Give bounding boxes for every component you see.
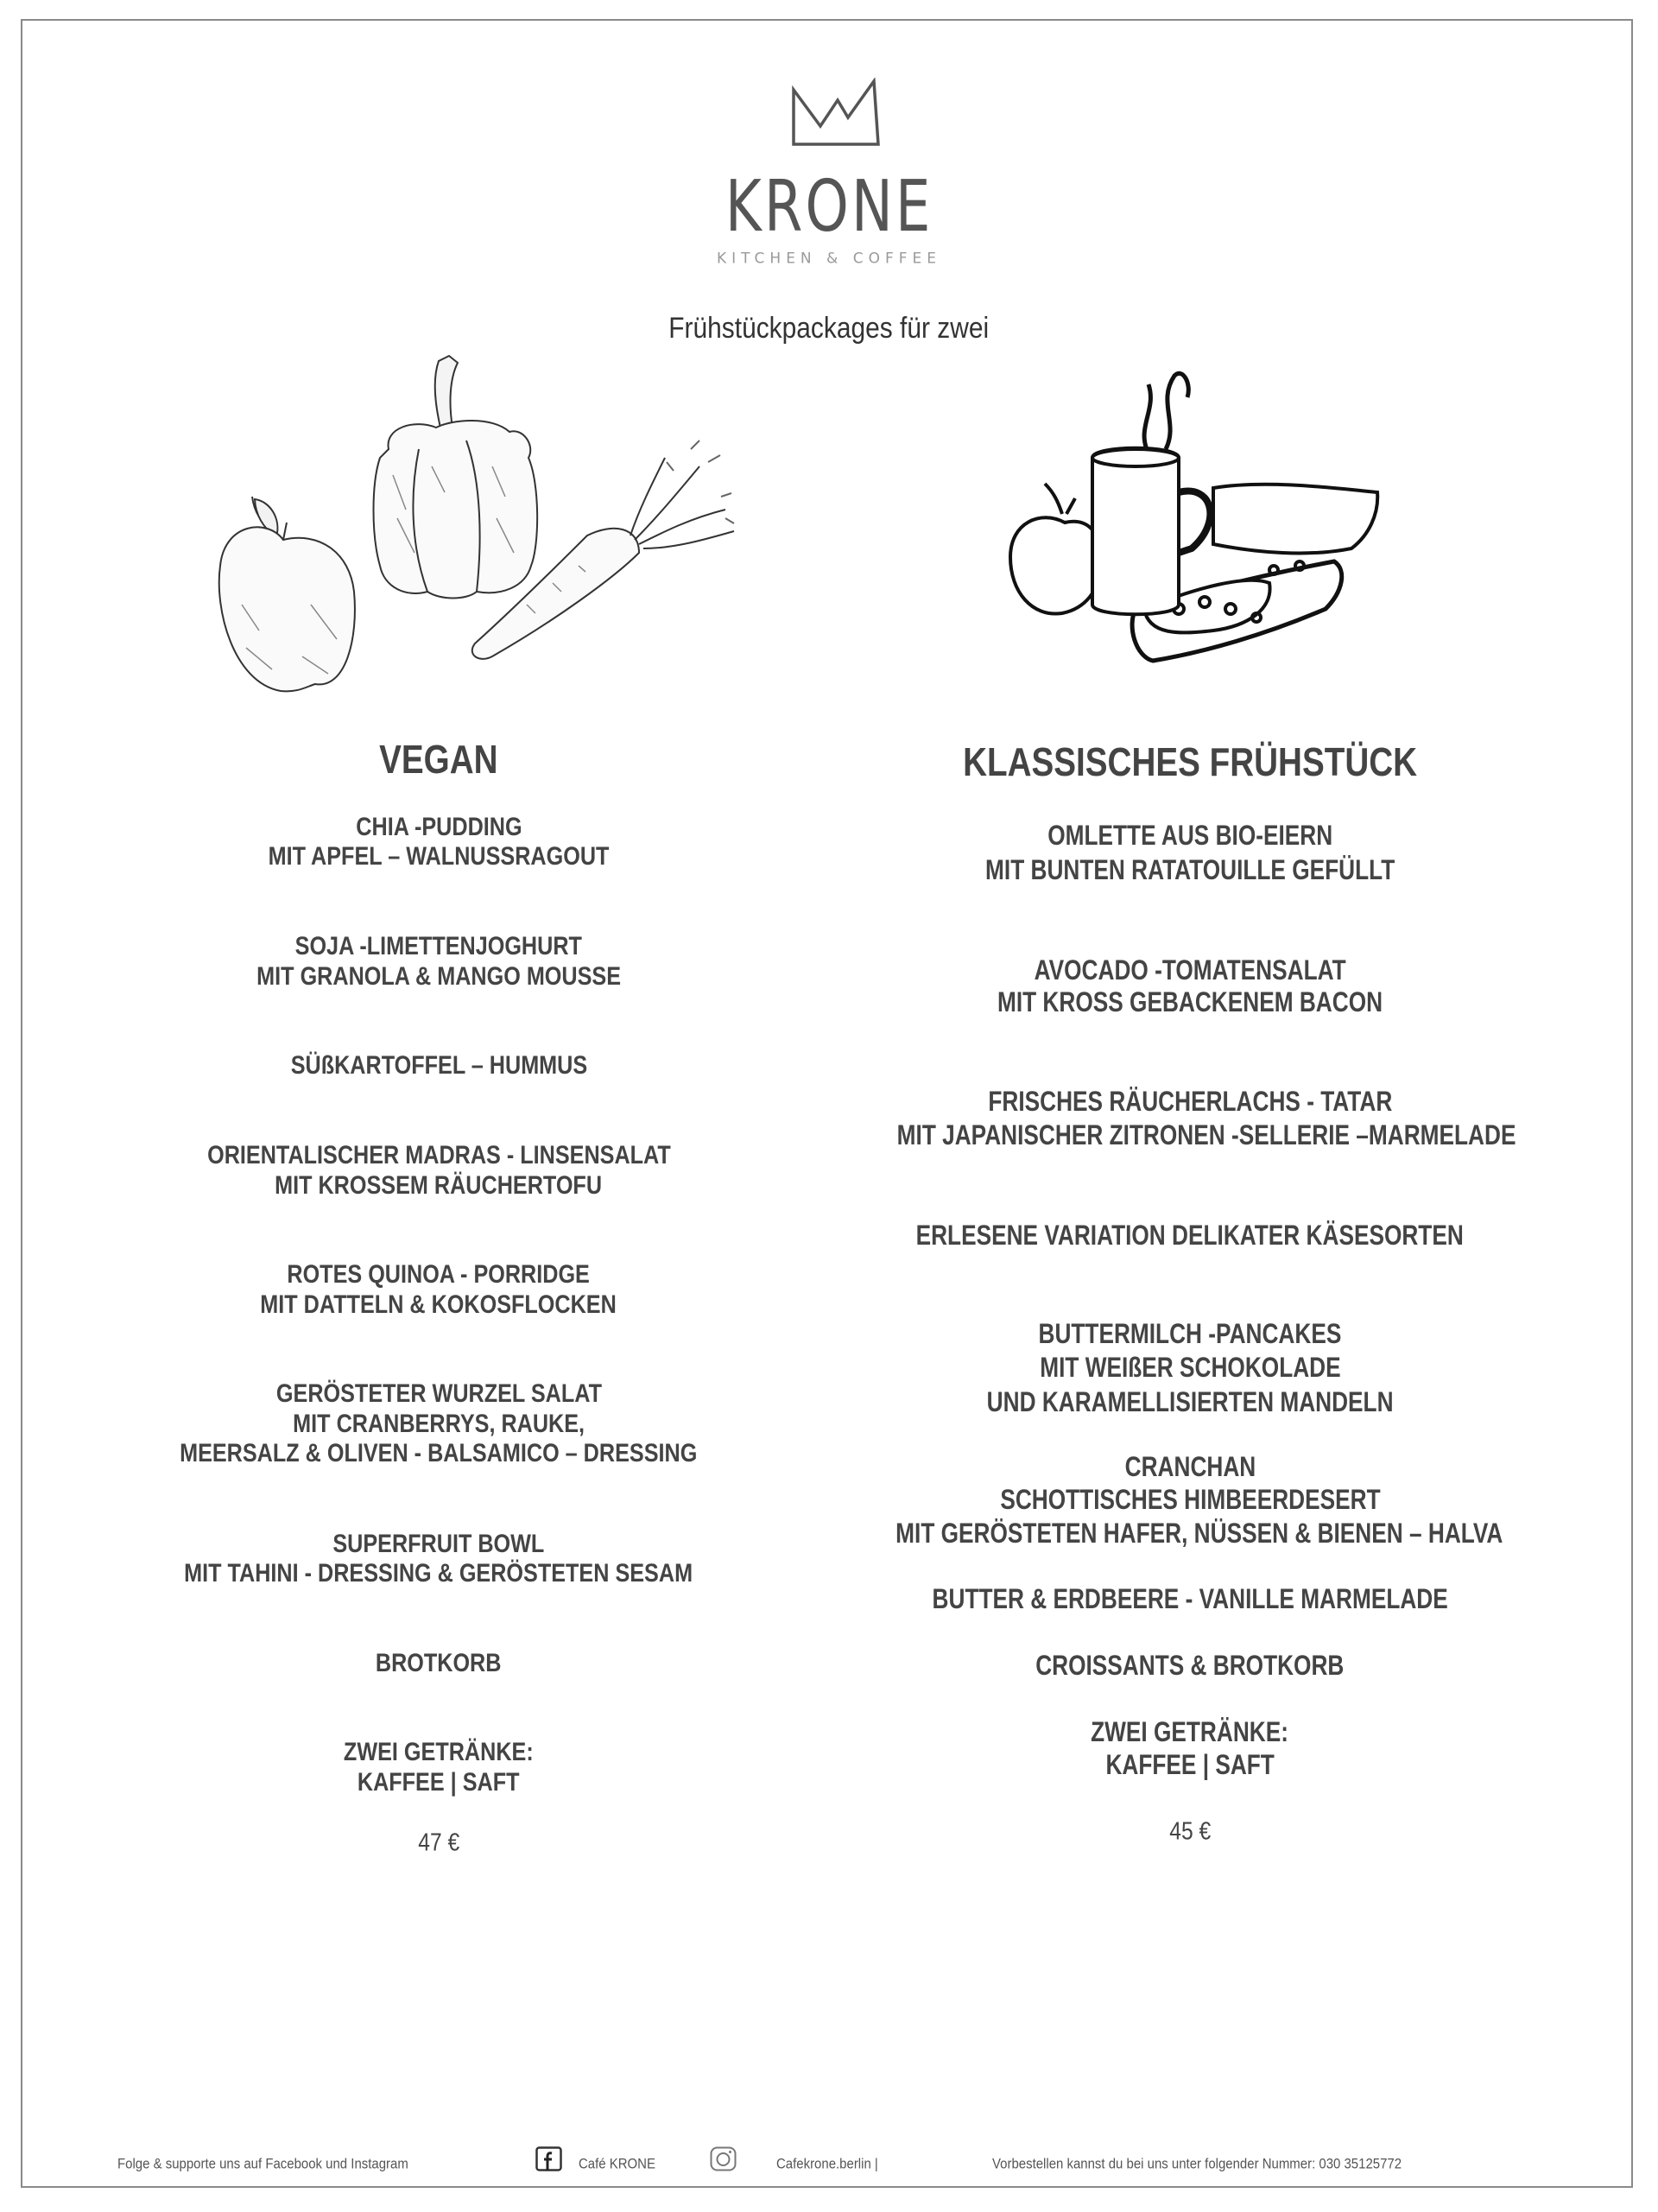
menu-item-line: ORIENTALISCHER MADRAS - LINSENSALAT bbox=[206, 1141, 671, 1169]
menu-item-line: BUTTERMILCH -PANCAKES bbox=[1038, 1318, 1342, 1349]
section-heading-vegan: VEGAN bbox=[379, 737, 498, 782]
instagram-handle[interactable]: Cafekrone.berlin | bbox=[776, 2155, 878, 2172]
menu-item-line: MIT KROSSEM RÄUCHERTOFU bbox=[275, 1171, 603, 1200]
menu-item-line: SÜßKARTOFFEL – HUMMUS bbox=[290, 1051, 587, 1080]
menu-item-line: MIT DATTELN & KOKOSFLOCKEN bbox=[260, 1290, 617, 1319]
coffee-mug-icon bbox=[1092, 448, 1210, 615]
menu-item-line: MIT CRANBERRYS, RAUKE, bbox=[293, 1410, 585, 1438]
menu-item-line: ZWEI GETRÄNKE: bbox=[1091, 1716, 1289, 1747]
steam-icon bbox=[1144, 373, 1188, 453]
menu-item-line: CROISSANTS & BROTKORB bbox=[1035, 1650, 1345, 1681]
menu-item-line: MIT KROSS GEBACKENEM BACON bbox=[997, 986, 1383, 1017]
bell-pepper-icon bbox=[374, 356, 538, 599]
brand-tagline: KITCHEN & COFFEE bbox=[716, 250, 941, 268]
menu-item-line: SOJA -LIMETTENJOGHURT bbox=[294, 932, 583, 960]
menu-item-line: FRISCHES RÄUCHERLACHS - TATAR bbox=[988, 1086, 1392, 1117]
menu-item-line: MIT WEIßER SCHOKOLADE bbox=[1039, 1352, 1341, 1383]
menu-item-line: MIT JAPANISCHER ZITRONEN -SELLERIE –MARMELADE bbox=[896, 1119, 1516, 1150]
instagram-icon[interactable] bbox=[710, 2146, 737, 2171]
menu-item-line: KAFFEE | SAFT bbox=[358, 1768, 520, 1797]
section-heading-classic: KLASSISCHES FRÜHSTÜCK bbox=[963, 739, 1417, 784]
menu-item-line: SCHOTTISCHES HIMBEERDESERT bbox=[999, 1484, 1381, 1515]
menu-item-line: OMLETTE AUS BIO-EIERN bbox=[1047, 820, 1332, 851]
price-classic: 45 € bbox=[1168, 1817, 1211, 1846]
menu-item-line: KAFFEE | SAFT bbox=[1105, 1749, 1275, 1780]
footer-preorder-text: Vorbestellen kannst du bei uns unter folgender Nummer: 030 35125772 bbox=[992, 2155, 1402, 2172]
price-vegan: 47 € bbox=[417, 1829, 459, 1857]
crown-icon bbox=[791, 78, 881, 147]
menu-item-line: ZWEI GETRÄNKE: bbox=[344, 1738, 534, 1766]
facebook-page-name[interactable]: Café KRONE bbox=[579, 2155, 655, 2172]
menu-item-line: MIT BUNTEN RATATOUILLE GEFÜLLT bbox=[984, 854, 1395, 885]
menu-item-line: GERÖSTETER WURZEL SALAT bbox=[275, 1379, 602, 1408]
vegetables-illustration bbox=[207, 345, 760, 717]
menu-item-line: AVOCADO -TOMATENSALAT bbox=[1034, 954, 1346, 986]
footer-follow-text: Folge & supporte uns auf Facebook und Instagram bbox=[117, 2155, 408, 2172]
menu-item-line: CHIA -PUDDING bbox=[355, 813, 522, 841]
menu-item-line: MIT GRANOLA & MANGO MOUSSE bbox=[256, 962, 621, 991]
menu-item-line: ERLESENE VARIATION DELIKATER KÄSESORTEN bbox=[915, 1220, 1465, 1251]
menu-item-line: SUPERFRUIT BOWL bbox=[332, 1530, 545, 1558]
apple-icon bbox=[1010, 484, 1101, 614]
menu-item-line: MEERSALZ & OLIVEN - BALSAMICO – DRESSING bbox=[180, 1439, 698, 1467]
menu-item-line: BROTKORB bbox=[376, 1649, 502, 1677]
apple-icon bbox=[219, 497, 355, 691]
menu-item-line: MIT APFEL – WALNUSSRAGOUT bbox=[268, 842, 610, 871]
menu-item-line: MIT TAHINI - DRESSING & GERÖSTETEN SESAM bbox=[184, 1559, 693, 1588]
brand-name: KRONE bbox=[725, 166, 933, 248]
facebook-icon[interactable] bbox=[535, 2146, 562, 2171]
menu-item-line: BUTTER & ERDBEERE - VANILLE MARMELADE bbox=[932, 1583, 1448, 1614]
page-title: Frühstückpackages für zwei bbox=[668, 312, 990, 345]
menu-item-line: UND KARAMELLISIERTEN MANDELN bbox=[986, 1386, 1394, 1417]
menu-item-line: CRANCHAN bbox=[1124, 1451, 1256, 1482]
breakfast-illustration bbox=[1006, 350, 1386, 674]
menu-item-line: MIT GERÖSTETEN HAFER, NÜSSEN & BIENEN – HALVA bbox=[895, 1518, 1503, 1549]
menu-item-line: ROTES QUINOA - PORRIDGE bbox=[287, 1260, 591, 1289]
